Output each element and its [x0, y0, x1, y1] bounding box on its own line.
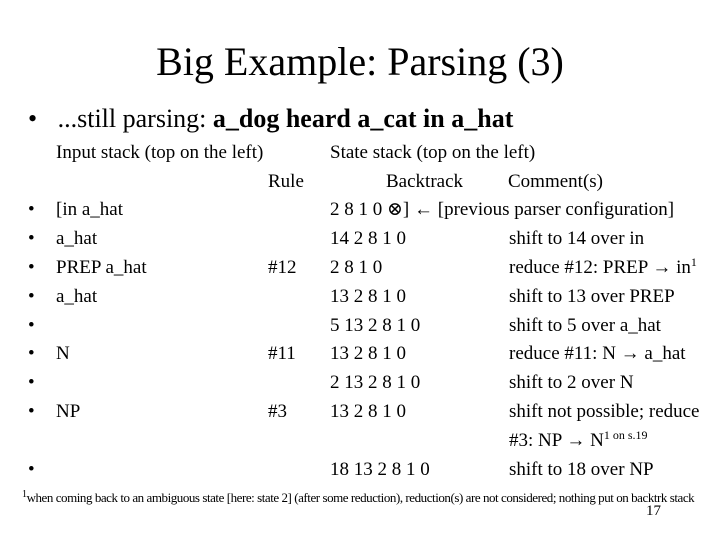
footnote: [22, 490, 694, 506]
row-bullet: •: [28, 343, 35, 364]
row-comment-continuation: [509, 430, 648, 452]
row-input: a_hat: [56, 228, 98, 249]
row-comment: shift to 18 over NP: [509, 459, 654, 480]
intro-bullet: [28, 104, 513, 134]
row-state: 14 2 8 1 0: [330, 228, 406, 249]
row-bullet: •: [28, 199, 35, 220]
row-bullet: •: [28, 286, 35, 307]
row-state: 2 13 2 8 1 0: [330, 372, 421, 393]
row-bullet: •: [28, 315, 35, 336]
header-input-stack: Input stack (top on the left): [56, 142, 264, 163]
row-input: N: [56, 343, 70, 364]
row-comment: shift not possible; reduce: [509, 401, 700, 422]
row-state: 2 8 1 0 ⊗] ← [previous parser configuration]: [330, 199, 675, 220]
intro-sentence: a_dog heard a_cat in a_hat: [212, 104, 514, 133]
row-input: NP: [56, 401, 81, 422]
row-comment: shift to 5 over a_hat: [509, 315, 661, 336]
row-state: 18 13 2 8 1 0: [330, 459, 430, 480]
row-comment: reduce #11: N → a_hat: [509, 343, 686, 364]
row-comment-text: #3: NP → N: [509, 430, 604, 451]
row-comment: shift to 13 over PREP: [509, 286, 675, 307]
row-state: 13 2 8 1 0: [330, 343, 406, 364]
row-comment-text: reduce #12: PREP → in: [509, 257, 691, 278]
footnote-marker: 1: [22, 489, 27, 500]
row-state: 5 13 2 8 1 0: [330, 315, 421, 336]
footnote-ref: 1: [690, 255, 697, 269]
row-rule: #12: [268, 257, 297, 278]
row-comment: [509, 257, 697, 279]
row-input: PREP a_hat: [56, 257, 147, 278]
row-comment: shift to 2 over N: [509, 372, 634, 393]
footnote-ref: 1 on s.19: [603, 428, 648, 442]
row-bullet: •: [28, 401, 35, 422]
bullet-dot: •: [28, 104, 38, 133]
header-backtrack: Backtrack: [386, 171, 464, 192]
intro-prefix: ...still parsing:: [57, 104, 213, 133]
slide-title: Big Example: Parsing (3): [156, 39, 564, 84]
footnote-text: when coming back to an ambiguous state [here: state 2] (after some reduction), reduction(s) are not considered; nothing put on backtrk stack: [26, 490, 695, 505]
row-input: [in a_hat: [56, 199, 124, 220]
row-state: 13 2 8 1 0: [330, 401, 406, 422]
row-input: a_hat: [56, 286, 98, 307]
row-comment: shift to 14 over in: [509, 228, 645, 249]
row-bullet: •: [28, 257, 35, 278]
header-rule: Rule: [268, 171, 304, 192]
row-rule: #3: [268, 401, 287, 422]
header-comments: Comment(s): [508, 171, 603, 192]
row-bullet: •: [28, 459, 35, 480]
row-rule: #11: [268, 343, 296, 364]
row-bullet: •: [28, 372, 35, 393]
row-bullet: •: [28, 228, 35, 249]
header-state-stack: State stack (top on the left): [330, 142, 536, 163]
row-state: 13 2 8 1 0: [330, 286, 406, 307]
row-state: 2 8 1 0: [330, 257, 383, 278]
page-number: 17: [646, 503, 661, 519]
